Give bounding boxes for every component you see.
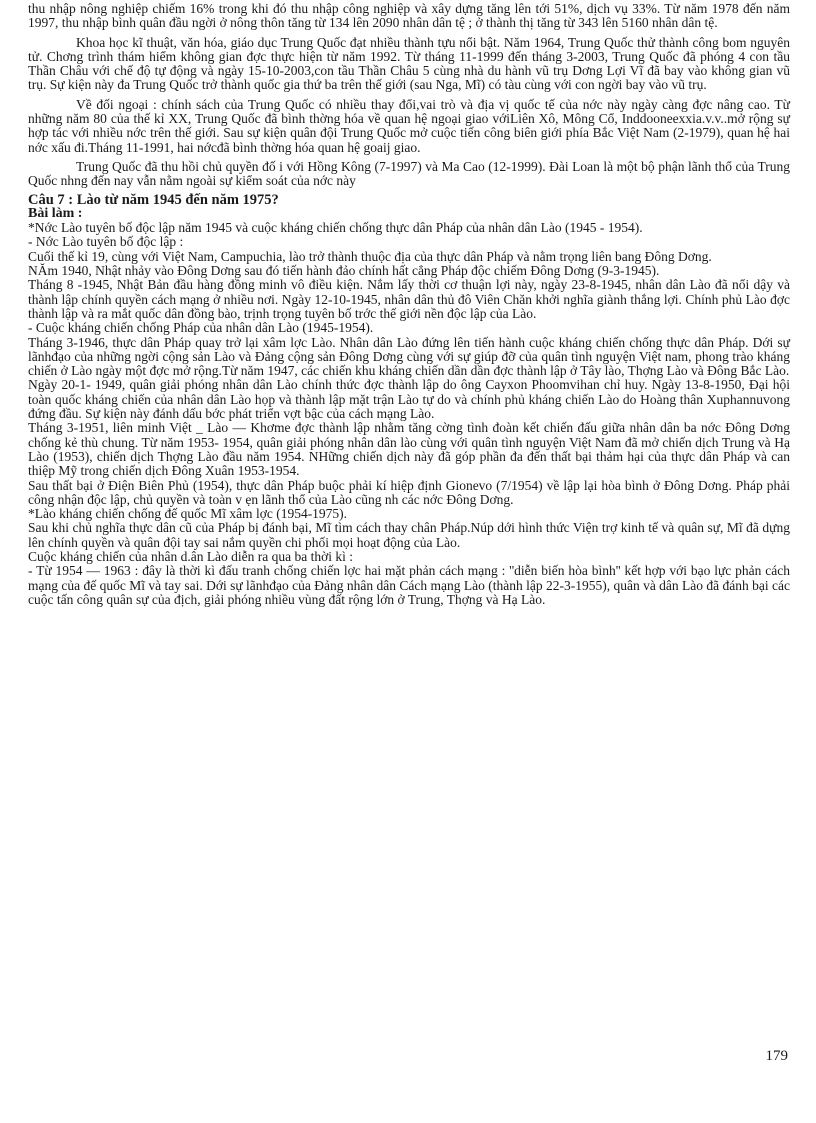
section-heading: Câu 7 : Lào từ năm 1945 đến năm 1975? xyxy=(28,191,279,208)
paragraph: thu nhập nông nghiệp chiếm 16% trong khi đó thu nhập công nghiệp và xây dựng tăng lên tới 51%, dịch vụ 33%. Từ năm 1978 đến năm 1997, thu nhập bình quân đầu ngời ở nông thôn tăng từ 134 lên 2090 nhân dân tệ ; ở thành thị tăng từ 343 lên 5160 nhân dân tệ. xyxy=(28,1,790,31)
body-line: Ngày 20-1- 1949, quân giải phóng nhân dân Lào chính thức đợc thành lập do ông Cayxon Phoomvihan chỉ huy. Ngày 13-8-1950, Đại hội toàn quốc kháng chiến của nhân dân Lào họp và thành lập mặt trận Lào tự do và chính phủ kháng chiến Lào do Hoàng thân Xuphannuvong đứng đầu. Sự kiện này đánh dấu bớc phát triển vợt bậc của cách mạng Lào. xyxy=(28,377,790,422)
paragraph: Về đối ngoại : chính sách của Trung Quốc có nhiều thay đổi,vai trò và địa vị quốc tế của nớc này ngày càng đợc nâng cao. Từ những năm 80 của thế kỉ XX, Trung Quốc đã bình thờng hóa về quan hệ ngoại giao vớiLiên Xô, Mông Cổ, Inddooneexxia.v.v..mở rộng sự hợp tác với nhiều nớc trên thế giới. Sau sự kiện quân đội Trung Quốc mở cuộc tiến công biên giới phía Bắc Việt Nam (2-1979), quan hệ hai nớc xấu đi.Tháng 11-1991, hai nớcđã bình thờng hóa quan hệ goaij giao. xyxy=(28,96,790,155)
body-line: NĂm 1940, Nhật nhảy vào Đông Dơng sau đó tiến hành đảo chính hất cẳng Pháp độc chiếm Đông Dơng (9-3-1945). xyxy=(28,263,660,279)
body-line: Tháng 3-1946, thực dân Pháp quay trở lại xâm lợc Lào. Nhân dân Lào đứng lên tiến hành cuộc kháng chiến chống thực dân Pháp. Dới sự lãnhđạo của những ngời cộng sản Lào và Đảng cộng sản Đông Dơng cùng với sự giúp đỡ của quân tình nguyện Việt nam, phong trào kháng chiến ở Lào ngày một đợc mở rộng.Từ năm 1947, các chiến khu kháng chiến dần dần đợc thành lập ở Tây lào, Thợng Lào và Đông Bắc Lào. xyxy=(28,334,790,379)
paragraph: Trung Quốc đã thu hồi chủ quyền đố i với Hồng Kông (7-1997) và Ma Cao (12-1999). Đài Loan là một bộ phận lãnh thổ của Trung Quốc nhng đến nay vẫn nằm ngoài sự kiểm soát của nớc này xyxy=(28,158,790,189)
body-line: Sau thất bại ở Điện Biên Phủ (1954), thực dân Pháp buộc phải kí hiệp định Gionevo (7/1954) về lập lại hòa bình ở Đông Dơng. Pháp phải công nhận độc lập, chủ quyền và toàn v ẹn lãnh thổ của Lào cũng nh các nớc Đông Dơng. xyxy=(28,477,790,507)
page-number: 179 xyxy=(765,1048,788,1064)
body-line: - Nớc Lào tuyên bố độc lập : xyxy=(28,234,184,250)
body-line: Sau khi chủ nghĩa thực dân cũ của Pháp bị đánh bại, Mĩ tìm cách thay chân Pháp.Núp dới hình thức Viện trợ kinh tế và quân sự, Mĩ đã dựng lên chính quyền và quân đội tay sai nắm quyền chi phối mọi hoạt động của Lào. xyxy=(28,520,790,550)
paragraph: Khoa học kĩ thuật, văn hóa, giáo dục Trung Quốc đạt nhiều thành tựu nổi bật. Năm 1964, Trung Quốc thử thành công bom nguyên tử. Chơng trình thám hiểm không gian đợc thực hiện từ năm 1992. Từ tháng 11-1999 đến tháng 3-2003, Trung Quốc đã phóng 4 con tầu Thần Châu với chế độ tự động và ngày 15-10-2003,con tầu Thần Châu 5 cùng nhà du hành vũ trụ Dơng Lợi Vĩ đã bay vào không gian vũ trụ. Sự kiện này đa Trung Quốc trở thành quốc gia thứ ba trên thế giới (sau Nga, Mĩ) có tàu cùng với con ngời bay vào vũ trụ. xyxy=(28,34,790,93)
body-line: - Từ 1954 — 1963 : đây là thời kì đấu tranh chống chiến lợc hai mặt phản cách mạng : ''diễn biến hòa bình'' kết hợp với bạo lực phản cách mạng của đế quốc Mĩ và tay sai. Dới sự lãnhđạo của Đảng nhân dân Cách mạng Lào (thành lập 22-3-1955), quân và dân Lào đã đánh bại các cuộc tấn công quân sự của địch, giải phóng nhiều vùng đất rộng lớn ở Trung, Thợng và Hạ Lào. xyxy=(28,563,790,607)
body-line: Cuối thế kỉ 19, cùng với Việt Nam, Campuchia, lào trở thành thuộc địa của thực dân Pháp và nằm trọng liên bang Đông Dơng. xyxy=(28,248,712,264)
body-line: - Cuộc kháng chiến chống Pháp của nhân dân Lào (1945-1954). xyxy=(28,320,374,336)
body-line: Tháng 3-1951, liên minh Việt _ Lào — Khơme đợc thành lập nhằm tăng cờng tình đoàn kết chiến đấu giữa nhân dân ba nớc Đông Dơng chống kẻ thù chung. Từ năm 1953- 1954, quân giải phóng nhân dân lào cùng với quân tình nguyện Việt Nam đã mở chiến dịch Trung và Hạ Lào (1953), chiến dịch Thợng Lào đầu năm 1954. NHững chiến dịch này đã góp phần đa đến thất bại thảm hại của thực dân Pháp và can thiệp Mỹ trong chiến dịch Đông Xuân 1953-1954. xyxy=(28,420,790,479)
body-line: *Lào kháng chiến chống đế quốc Mĩ xâm lợc (1954-1975). xyxy=(28,506,348,522)
document-page xyxy=(28,2,790,607)
body-line: Cuộc kháng chiến của nhân d.ân Lào diễn ra qua ba thời kì : xyxy=(28,548,354,564)
body-line: *Nớc Lào tuyên bố độc lập năm 1945 và cuộc kháng chiến chống thực dân Pháp của nhân dân Lào (1945 - 1954). xyxy=(28,220,643,236)
body-line: Tháng 8 -1945, Nhật Bản đầu hàng đồng minh vô điều kiện. Nắm lấy thời cơ thuận lợi này, ngày 23-8-1945, nhân dân Lào đã nổi dậy và thành lập chính quyền cách mạng ở nhiều nơi. Ngày 12-10-1945, nhân dân thủ đô Viên Chăn khởi nghĩa giành thắng lợi. Chính phủ Lào đợc thành lập và ra mắt quốc dân đồng bào, trịnh trọng tuyên bố trớc thế giới nền độc lập của Lào. xyxy=(28,277,790,321)
answer-label: Bài làm : xyxy=(28,205,83,221)
